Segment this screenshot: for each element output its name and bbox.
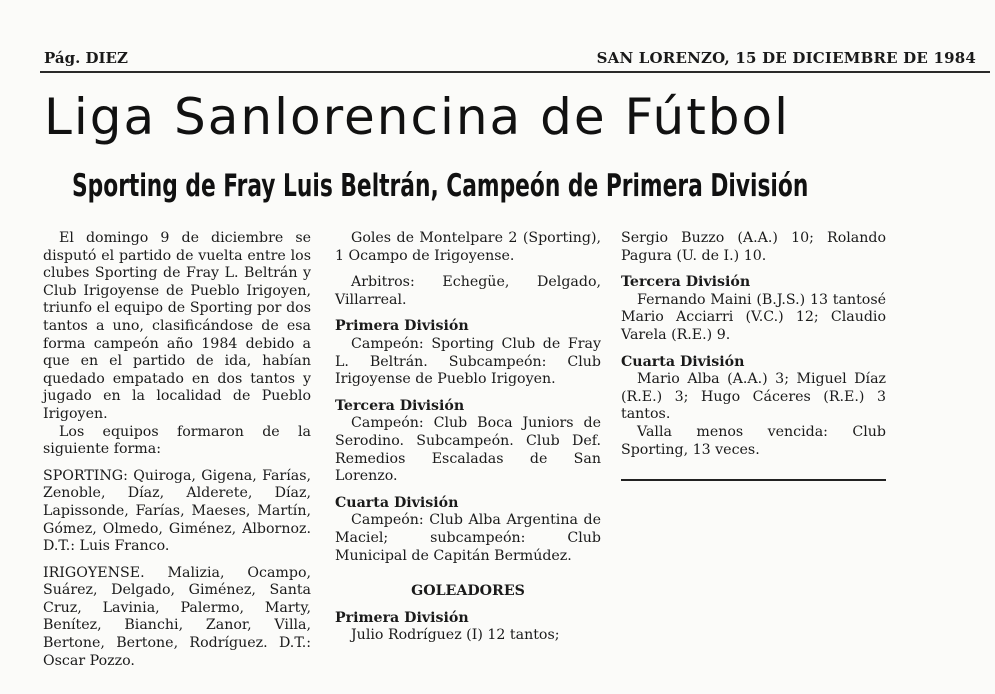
scorer-entry: Fernando Maini (B.J.S.) 13 tantosé Mario Acciarri (V.C.) 12; Claudio Varela (R.E.) 9. [621, 291, 886, 343]
page-number: Pág. DIEZ [44, 49, 128, 67]
scorer-entry: Mario Alba (A.A.) 3; Miguel Díaz (R.E.) 3; Hugo Cáceres (R.E.) 3 tantos. [621, 371, 886, 423]
header-rule [40, 71, 990, 73]
section-paragraph: Campeón: Club Alba Argentina de Maciel; subcampeón: Club Municipal de Capitán Bermúdez. [335, 512, 601, 564]
section-heading: Tercera División [621, 274, 751, 291]
column-3 [621, 230, 886, 481]
section-heading: Primera División [335, 318, 469, 335]
article-paragraph: Los equipos formaron de la siguiente forma: [43, 423, 311, 458]
subheadline: Sporting de Fray Luis Beltrán, Campeón de Primera División [72, 168, 809, 204]
scorer-entry: Julio Rodríguez (I) 12 tantos; [351, 627, 560, 644]
section-paragraph: Campeón: Club Boca Juniors de Serodino. Subcampeón. Club Def. Remedios Escaladas de San Lorenzo. [335, 415, 601, 485]
page-header [44, 49, 976, 69]
irigoyense-lineup: IRIGOYENSE. Malizia, Ocampo, Suárez, Delgado, Giménez, Santa Cruz, Lavinia, Palermo, Marty, Benítez, Bianchi, Zanor, Villa, Bertone, Bertone, Rodríguez. D.T.: Oscar Pozzo. [43, 564, 311, 669]
section-paragraph: Campeón: Sporting Club de Fray L. Beltrán. Subcampeón: Club Irigoyense de Pueblo Irigoyen. [335, 335, 601, 388]
goals-paragraph: Goles de Montelpare 2 (Sporting), 1 Ocampo de Irigoyense. [335, 230, 601, 264]
section-heading: Cuarta División [621, 353, 745, 370]
sporting-lineup: SPORTING: Quiroga, Gigena, Farías, Zenoble, Díaz, Alderete, Díaz, Lapissonde, Farías, Maeses, Martín, Gómez, Olmedo, Giménez, Albornoz. D.T.: Luis Franco. [43, 467, 311, 555]
issue-date: SAN LORENZO, 15 DE DICIEMBRE DE 1984 [596, 49, 976, 67]
referees-paragraph: Arbitros: Echegüe, Delgado, Villarreal. [335, 274, 601, 308]
section-heading: Primera División [335, 609, 469, 626]
scorers-heading: GOLEADORES [411, 583, 525, 600]
column-1 [43, 230, 311, 670]
valla-paragraph: Valla menos vencida: Club Sporting, 13 veces. [621, 423, 886, 458]
headline: Liga Sanlorencina de Fútbol [44, 88, 791, 146]
section-heading: Cuarta División [335, 494, 459, 511]
article-paragraph: El domingo 9 de diciembre se disputó el partido de vuelta entre los clubes Sporting de Fray L. Beltrán y Club Irigoyense de Pueblo Irigoyen, triunfo el equipo de Sporting por dos tantos a uno, clasificándose de esa forma campeón año 1984 debido a que en el partido de ida, habían quedado empatado en dos tantos y jugado en la localidad de Pueblo Irigoyen. [43, 230, 311, 422]
scorer-entry: Sergio Buzzo (A.A.) 10; Rolando Pagura (U. de I.) 10. [621, 230, 886, 264]
column-2 [335, 230, 601, 645]
closing-rule [621, 465, 886, 481]
section-heading: Tercera División [335, 397, 465, 414]
